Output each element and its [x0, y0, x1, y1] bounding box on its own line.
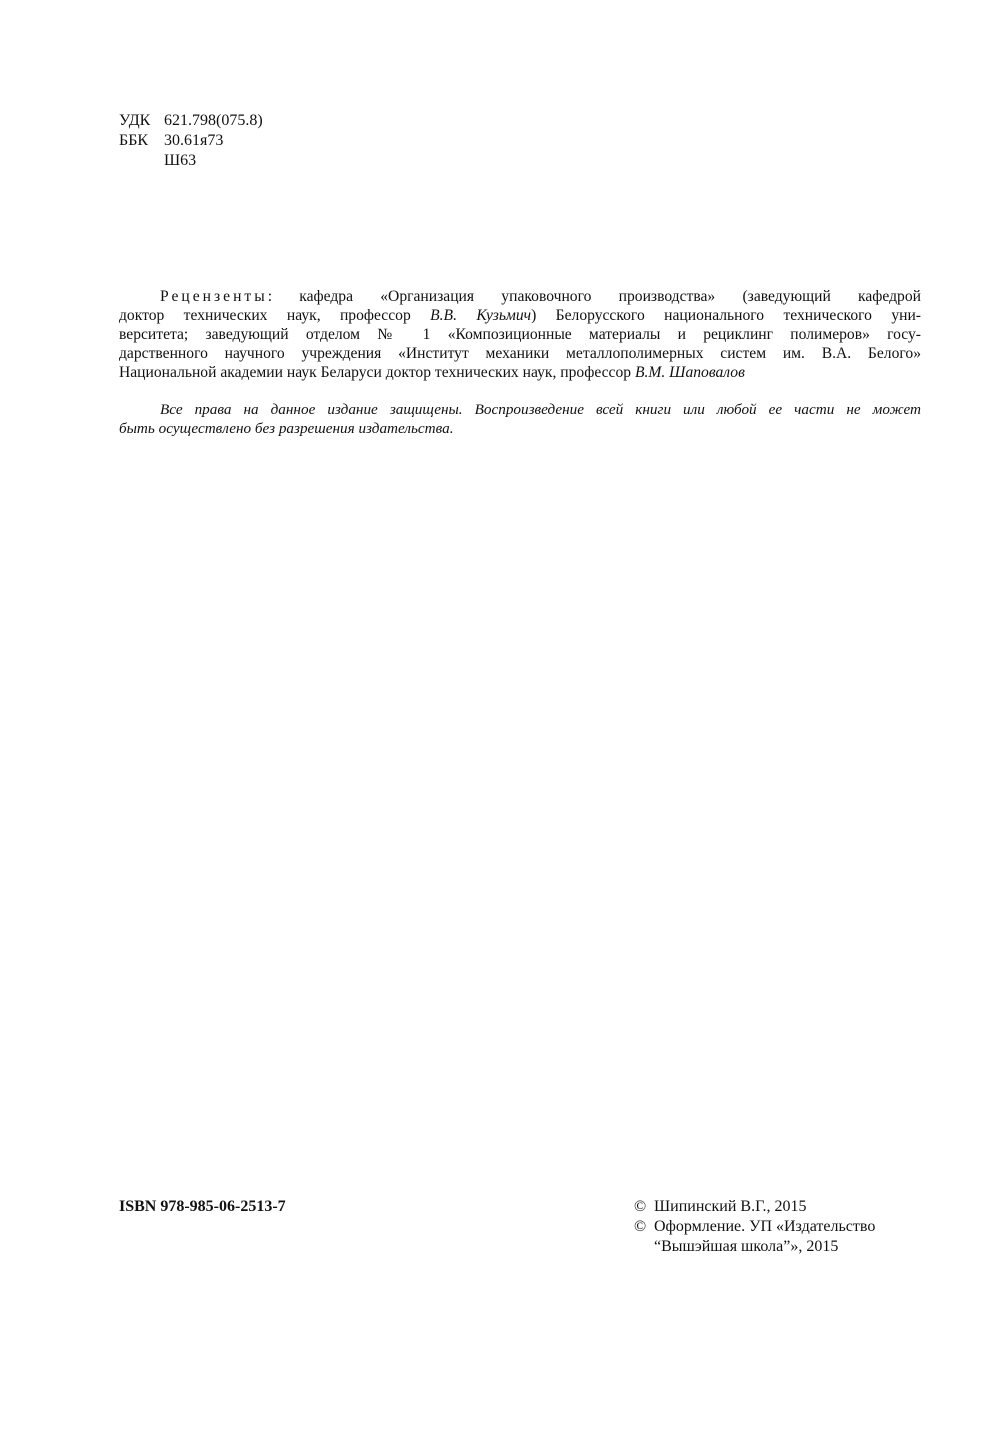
copyright-publisher: “Вышэйшая школа”», 2015: [654, 1238, 839, 1255]
copyright-block: [634, 1197, 875, 1257]
copyright-design-row: [634, 1217, 875, 1237]
isbn-number: ISBN 978-985-06-2513-7: [119, 1198, 286, 1215]
reviewer-name-kuzmich: В.В. Кузьмич: [430, 307, 532, 324]
udk-value: 621.798(075.8): [164, 112, 263, 129]
udk-row: [119, 111, 263, 131]
reviewers-line-4: дарственного научного учреждения «Институт механики металлополимерных систем им. В.А. Белого»: [119, 345, 921, 362]
reviewers-line-5: [119, 363, 921, 382]
udk-label: УДК: [119, 112, 151, 129]
copyright-author-row: [634, 1197, 875, 1217]
reviewers-line-2-b: ) Белорусского национального технического уни-: [531, 307, 921, 324]
bbk-row: [119, 131, 263, 151]
bbk-value: 30.61я73: [164, 132, 224, 149]
reviewer-name-shapovalov: В.М. Шаповалов: [634, 364, 745, 381]
classification-block: [119, 111, 263, 171]
rights-line-1: Все права на данное издание защищены. Воспроизведение всей книги или любой ее части не может: [160, 401, 921, 418]
author-mark: Ш63: [164, 152, 197, 169]
reviewers-label: Рецензенты: [160, 288, 268, 305]
rights-line-2: быть осуществлено без разрешения издательства.: [119, 420, 454, 437]
reviewers-line-1-text: : кафедра «Организация упаковочного производства» (заведующий кафедрой: [267, 288, 921, 305]
copyright-symbol: ©: [634, 1218, 647, 1235]
reviewers-line-2-a: доктор технических наук, профессор: [119, 307, 431, 324]
reviewers-line-3: верситета; заведующий отделом № 1 «Композиционные материалы и рециклинг полимеров» госу-: [119, 326, 921, 343]
bbk-label: ББК: [119, 132, 149, 149]
reviewers-paragraph: [119, 287, 921, 382]
reviewers-line-5-a: Национальной академии наук Беларуси доктор технических наук, профессор: [119, 364, 635, 381]
rights-notice: [119, 400, 921, 438]
reviewers-line-1: [119, 287, 921, 306]
reviewers-line-2: [119, 306, 921, 325]
copyright-symbol: ©: [634, 1198, 647, 1215]
copyright-author: Шипинский В.Г., 2015: [654, 1198, 807, 1215]
copyright-design: Оформление. УП «Издательство: [654, 1218, 876, 1235]
